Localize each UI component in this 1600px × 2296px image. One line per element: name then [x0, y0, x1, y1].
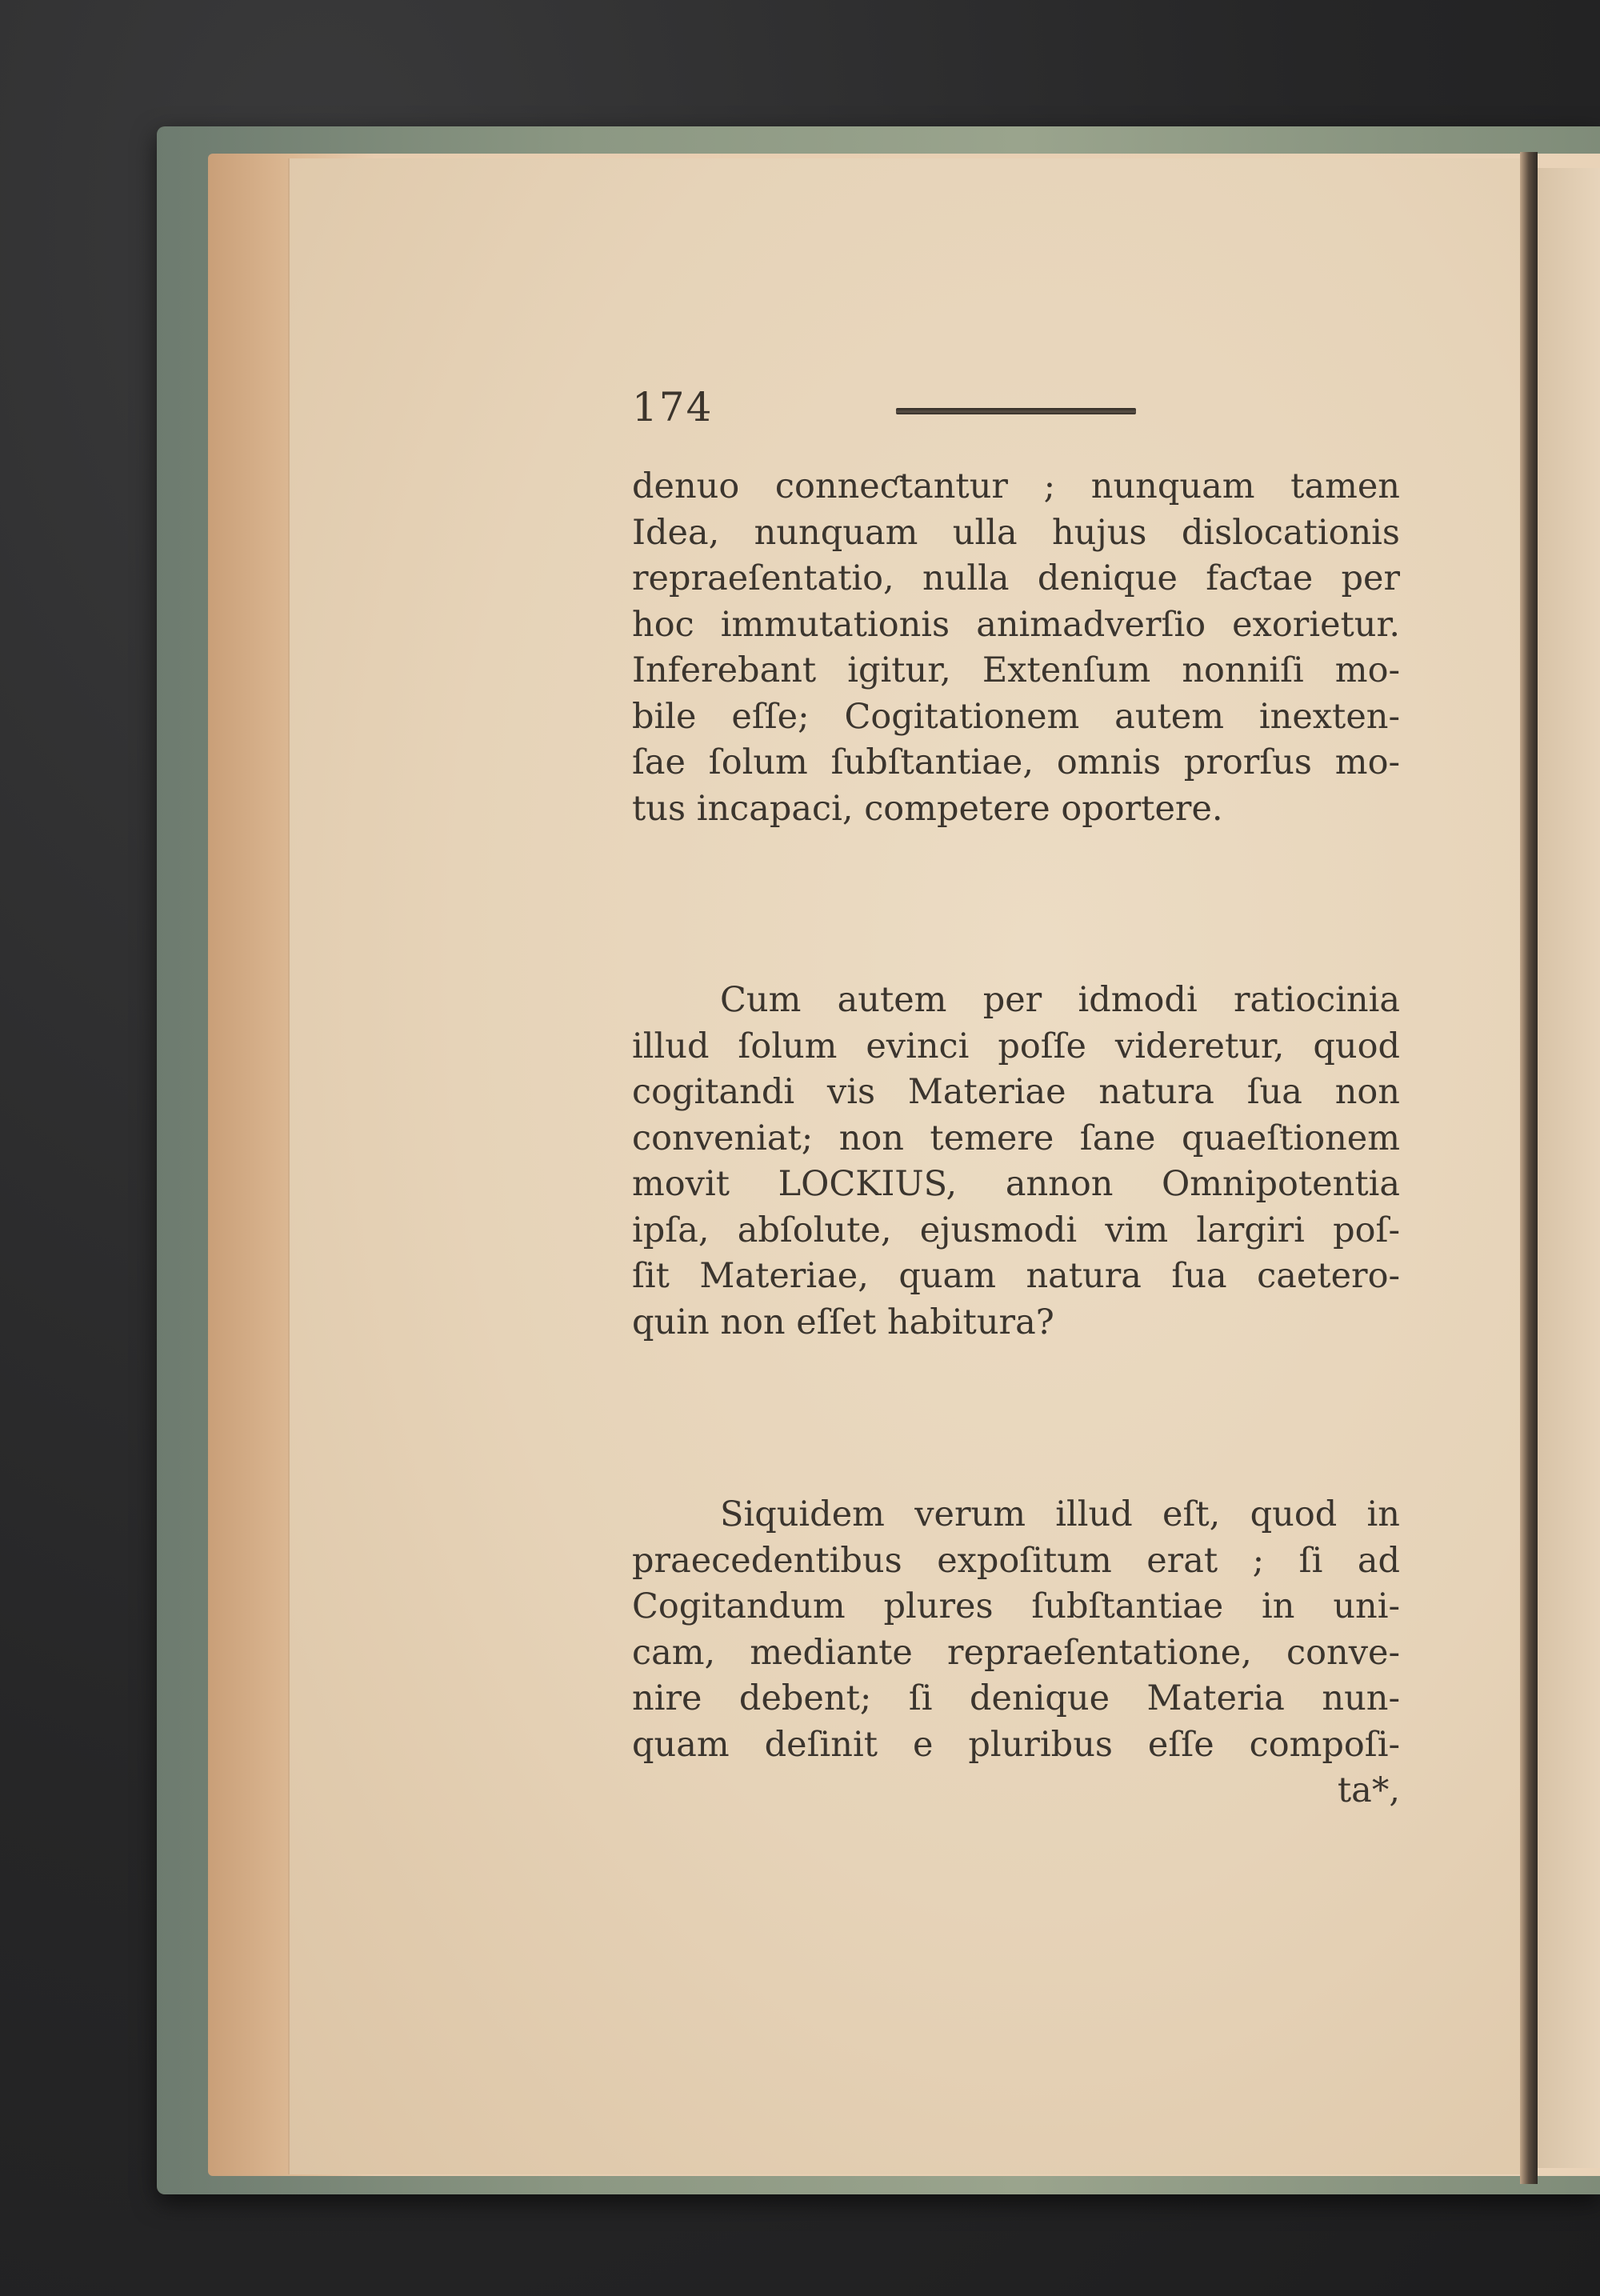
text-line: Inferebant igitur, Extenſum nonniſi mo- — [632, 650, 1400, 690]
text-line: repraeſentatio, nulla denique faƈtae per — [632, 558, 1400, 598]
catchword: ta*, — [1337, 1770, 1400, 1810]
text-line: conveniat; non temere ſane quaeſtionem — [632, 1118, 1400, 1158]
text-line: ſit Materiae, quam natura ſua caetero- — [632, 1256, 1400, 1296]
paragraph-2 — [632, 978, 1400, 1346]
text-line: tus incapaci, competere oportere. — [632, 788, 1223, 829]
text-line: hoc immutationis animadverſio exorietur. — [632, 604, 1400, 645]
text-line: praecedentibus expoſitum erat ; ſi ad — [632, 1540, 1400, 1581]
paragraph-1 — [632, 464, 1400, 832]
facing-page-edge — [1538, 168, 1600, 2168]
text-line: illud ſolum evinci poſſe videretur, quod — [632, 1026, 1400, 1066]
text-line: nire debent; ſi denique Materia nun- — [632, 1678, 1400, 1718]
text-line: Siquidem verum illud eſt, quod in — [720, 1494, 1400, 1534]
text-line: ipſa, abſolute, ejusmodi vim largiri poſ- — [632, 1210, 1400, 1250]
paragraph-3 — [632, 1492, 1400, 1814]
text-line: cogitandi vis Materiae natura ſua non — [632, 1072, 1400, 1112]
text-line: quam deſinit e pluribus eſſe compoſi- — [632, 1724, 1400, 1765]
text-line: cam, mediante repraeſentatione, conve- — [632, 1632, 1400, 1673]
book-gutter — [1520, 152, 1538, 2184]
text-line: ſae ſolum ſubſtantiae, omnis prorſus mo- — [632, 742, 1400, 782]
page-header — [632, 384, 1432, 432]
page-number: 174 — [632, 384, 714, 430]
text-line: Idea, nunquam ulla hujus dislocationis — [632, 512, 1400, 553]
text-line: bile eſſe; Cogitationem autem inexten- — [632, 696, 1400, 737]
text-line: Cum autem per idmodi ratiocinia — [720, 980, 1400, 1020]
text-line: movit LOCKIUS, annon Omnipotentia — [632, 1164, 1400, 1204]
text-line: quin non eſſet habitura? — [632, 1302, 1054, 1342]
text-line: Cogitandum plures ſubſtantiae in uni- — [632, 1586, 1400, 1626]
text-line: denuo conneƈtantur ; nunquam tamen — [632, 466, 1400, 506]
header-rule — [896, 408, 1136, 414]
